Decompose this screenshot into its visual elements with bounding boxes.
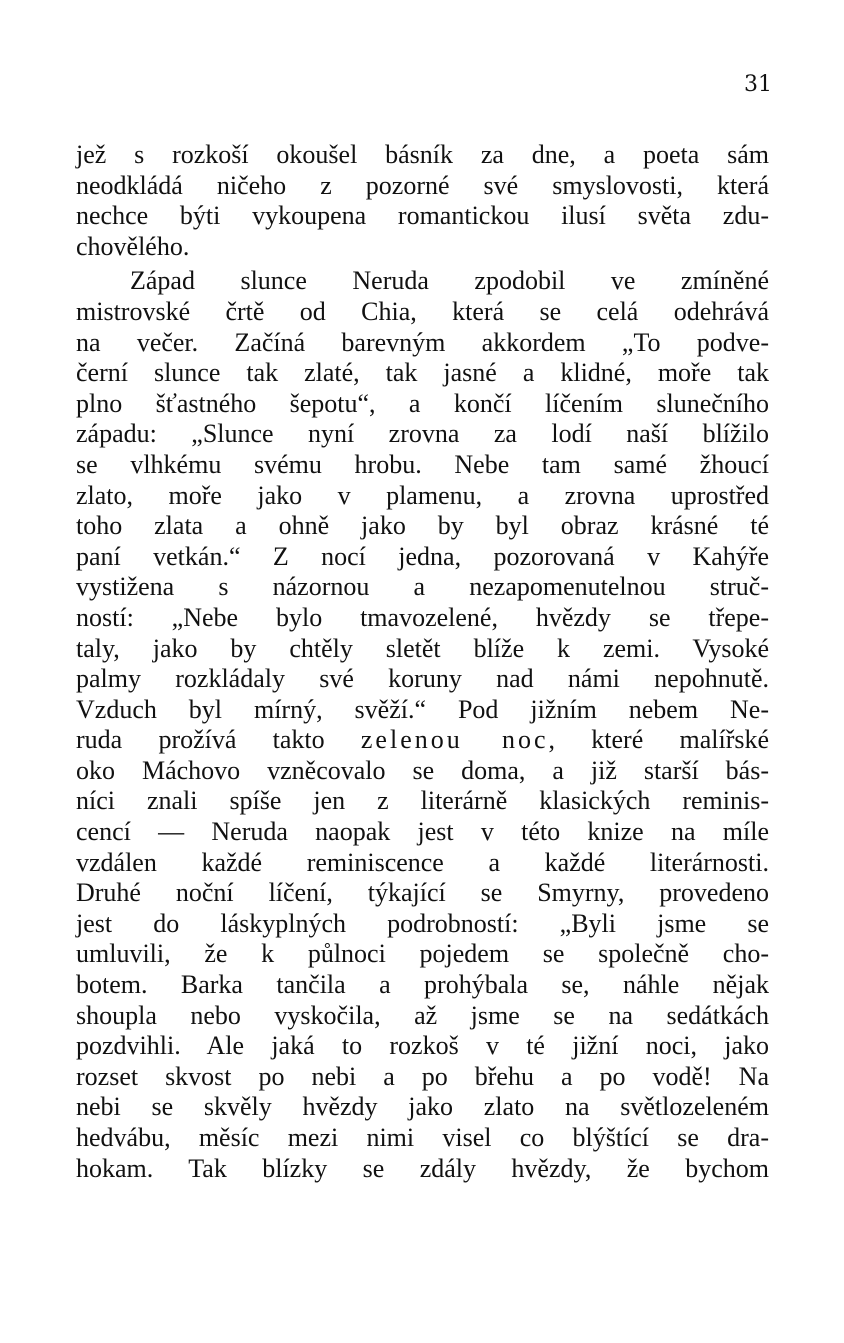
text-line: vzdálen každé reminiscence a každé literárnosti.	[76, 847, 769, 877]
text-line: západu: „Slunce nyní zrovna za lodí naší blížilo	[76, 419, 769, 449]
text-line: Vzduch byl mírný, svěží.“ Pod jižním nebem Ne-	[76, 694, 769, 724]
text-line: chovělého.	[76, 231, 190, 261]
text-line: Západ slunce Neruda zpodobil ve zmíněné	[130, 266, 769, 296]
text-line: botem. Barka tančila a prohýbala se, náhle nějak	[76, 970, 769, 1000]
text-line: toho zlata a ohně jako by byl obraz krásné té	[76, 511, 769, 541]
text-line: neodkládá ničeho z pozorné své smyslovosti, která	[76, 170, 769, 200]
text-line: zlato, moře jako v plamenu, a zrovna uprostřed	[76, 480, 769, 510]
text-line: ností: „Nebe bylo tmavozelené, hvězdy se třepe-	[76, 602, 769, 632]
text-line: se vlhkému svému hrobu. Nebe tam samé žhoucí	[76, 449, 769, 479]
text-line: jest do láskyplných podrobností: „Byli jsme se	[76, 908, 769, 938]
text-line: plno šťastného šepotu“, a končí líčením slunečního	[76, 388, 769, 418]
text-line: níci znali spíše jen z literárně klasických reminis-	[76, 786, 769, 816]
text-segment: , které malířské	[548, 725, 770, 755]
text-line: rozset skvost po nebi a po břehu a po vodě! Na	[76, 1061, 769, 1091]
text-line: umluvili, že k půlnoci pojedem se společně cho-	[76, 939, 769, 969]
text-line: na večer. Začíná barevným akkordem „To podve-	[76, 327, 769, 357]
text-line: pozdvihli. Ale jaká to rozkoš v té jižní noci, jako	[76, 1031, 769, 1061]
text-line-spaced-phrase	[76, 725, 769, 756]
text-line: mistrovské črtě od Chia, která se celá odehrává	[76, 296, 769, 326]
text-line: shoupla nebo vyskočila, až jsme se na sedátkách	[76, 1000, 769, 1030]
text-line: cencí — Neruda naopak jest v této knize na míle	[76, 817, 769, 847]
text-line: jež s rozkoší okoušel básník za dne, a poeta sám	[76, 140, 769, 169]
paragraph-2	[76, 266, 769, 1184]
page-number: 31	[744, 72, 772, 97]
text-line: paní vetkán.“ Z nocí jedna, pozorovaná v Kahýře	[76, 541, 769, 571]
text-line: hedvábu, měsíc mezi nimi visel co blýštící se dra-	[76, 1123, 769, 1152]
body-text	[76, 140, 769, 1184]
text-line: nechce býti vykoupena romantickou ilusí světa zdu-	[76, 201, 769, 231]
text-line: palmy rozkládaly své koruny nad námi nepohnutě.	[76, 664, 769, 694]
text-line: oko Máchovo vzněcovalo se doma, a již starší bás-	[76, 755, 769, 785]
text-segment: ruda prožívá takto	[76, 725, 325, 755]
text-line: nebi se skvěly hvězdy jako zlato na světlozeleném	[76, 1092, 769, 1122]
text-line: hokam. Tak blízky se zdály hvězdy, že bychom	[76, 1153, 769, 1183]
text-line: Druhé noční líčení, týkající se Smyrny, provedeno	[76, 878, 769, 908]
text-line: vystižena s názornou a nezapomenutelnou struč-	[76, 572, 769, 602]
text-line: taly, jako by chtěly sletět blíže k zemi. Vysoké	[76, 633, 769, 663]
spaced-emphasis: zelenou noc	[360, 725, 549, 755]
text-line: černí slunce tak zlaté, tak jasné a klidné, moře tak	[76, 358, 769, 388]
paragraph-1	[76, 140, 769, 262]
